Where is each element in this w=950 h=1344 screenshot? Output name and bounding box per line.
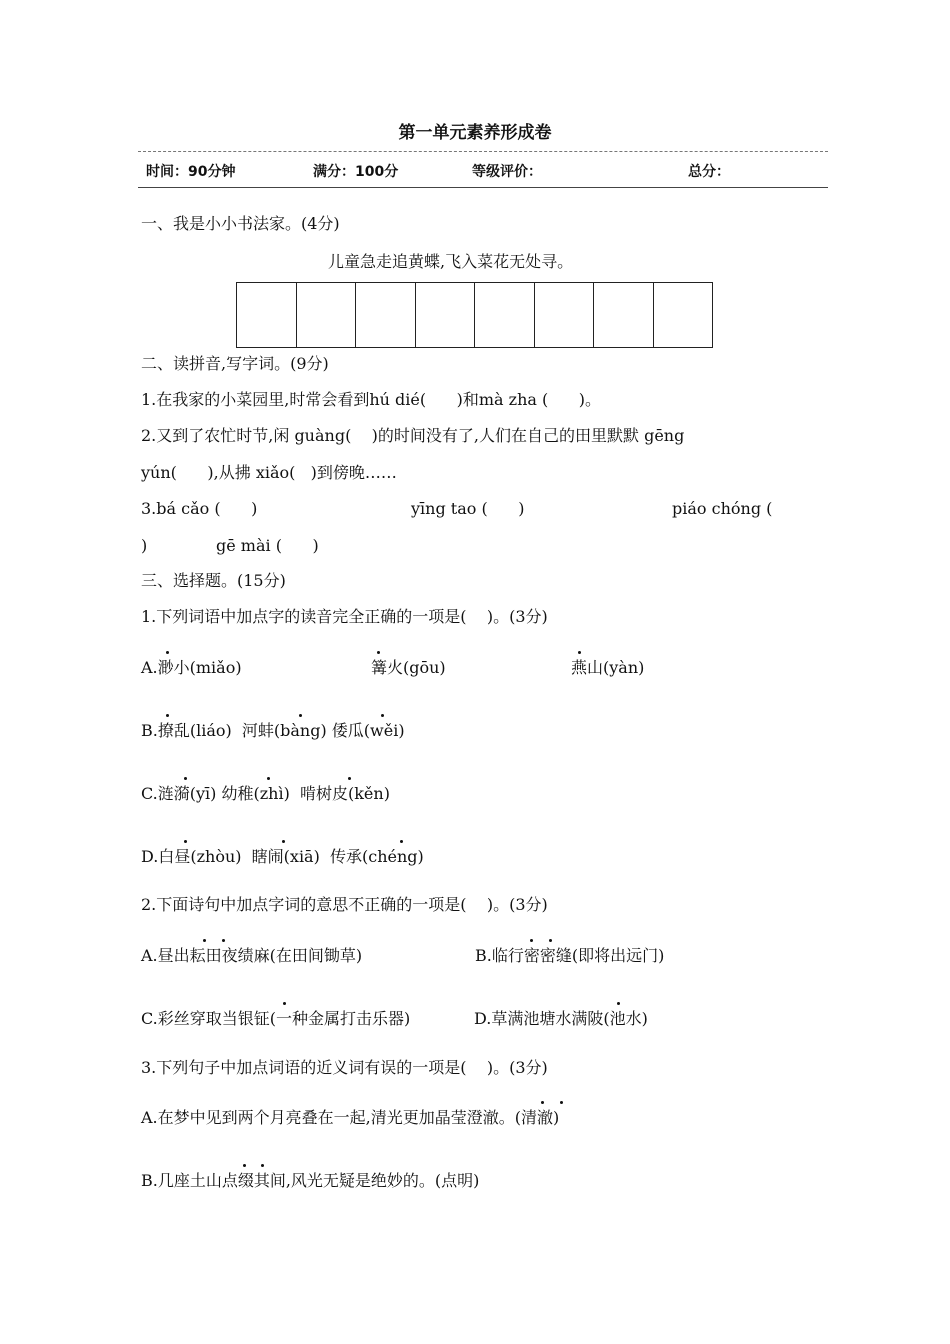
pinyin-q1: 1.在我家的小菜园里,时常会看到hú dié( )和mà zha ( )。: [141, 390, 602, 409]
emphasis-dot: [560, 1101, 563, 1104]
emphasis-dot: [541, 1101, 544, 1104]
pinyin-q3-item2: yīng tao ( ): [411, 499, 525, 518]
choice-q2-option-c: C.彩丝穿取当银钲(一种金属打击乐器): [141, 1009, 411, 1028]
grid-cell[interactable]: [416, 283, 476, 347]
section2-heading: 二、读拼音,写字词。(9分): [141, 354, 329, 373]
header-divider: [138, 187, 828, 188]
grid-cell[interactable]: [237, 283, 297, 347]
emphasis-dot: [166, 651, 169, 654]
section1-heading: 一、我是小小书法家。(4分): [141, 214, 340, 233]
pinyin-q2-line2: yún( ),从拂 xiǎo( )到傍晚……: [141, 463, 397, 482]
total-label: 总分：: [688, 164, 730, 180]
choice-q3-stem: 3.下列句子中加点词语的近义词有误的一项是( )。(3分): [141, 1058, 548, 1077]
pinyin-q3-item3-close: ): [141, 536, 148, 555]
emphasis-dot: [261, 1164, 264, 1167]
grid-cell[interactable]: [594, 283, 654, 347]
calligraphy-grid: [236, 282, 713, 348]
grid-cell[interactable]: [297, 283, 357, 347]
emphasis-dot: [617, 1002, 620, 1005]
choice-q1-option-a2: 篝火(gōu): [371, 658, 446, 677]
full-score-label: 满分：100分: [313, 164, 399, 180]
choice-q1-stem: 1.下列词语中加点字的读音完全正确的一项是( )。(3分): [141, 607, 548, 626]
emphasis-dot: [166, 714, 169, 717]
dashed-divider: [138, 151, 828, 152]
emphasis-dot: [184, 777, 187, 780]
choice-q3-option-b: B.几座土山点缀其间,风光无疑是绝妙的。(点明): [141, 1171, 480, 1190]
emphasis-dot: [184, 840, 187, 843]
grid-cell[interactable]: [654, 283, 713, 347]
emphasis-dot: [549, 939, 552, 942]
grid-cell[interactable]: [475, 283, 535, 347]
choice-q1-option-d: D.白昼(zhòu) 瞎闹(xiā) 传承(chéng): [141, 847, 424, 866]
emphasis-dot: [283, 1002, 286, 1005]
pinyin-q3-item3: piáo chóng (: [672, 499, 773, 518]
emphasis-dot: [381, 714, 384, 717]
choice-q2-stem: 2.下面诗句中加点字词的意思不正确的一项是( )。(3分): [141, 895, 548, 914]
pinyin-q3-item4: gē mài ( ): [216, 536, 319, 555]
choice-q2-option-b: B.临行密密缝(即将出远门): [475, 946, 665, 965]
choice-q2-option-a: A.昼出耘田夜绩麻(在田间锄草): [141, 946, 363, 965]
emphasis-dot: [282, 840, 285, 843]
emphasis-dot: [299, 714, 302, 717]
choice-q2-option-d: D.草满池塘水满陂(池水): [474, 1009, 648, 1028]
emphasis-dot: [377, 651, 380, 654]
time-label: 时间：90分钟: [146, 164, 236, 180]
emphasis-dot: [222, 939, 225, 942]
grid-cell[interactable]: [356, 283, 416, 347]
choice-q1-option-a1: A.渺小(miǎo): [141, 658, 242, 677]
choice-q3-option-a: A.在梦中见到两个月亮叠在一起,清光更加晶莹澄澈。(清澈): [141, 1108, 560, 1127]
emphasis-dot: [578, 651, 581, 654]
emphasis-dot: [400, 840, 403, 843]
grade-label: 等级评价：: [472, 164, 542, 180]
pinyin-q2-line1: 2.又到了农忙时节,闲 guàng( )的时间没有了,人们在自己的田里默默 gēng: [141, 426, 685, 445]
pinyin-q3-item1: 3.bá cǎo ( ): [141, 499, 258, 518]
section3-heading: 三、选择题。(15分): [141, 571, 286, 590]
emphasis-dot: [530, 939, 533, 942]
choice-q1-option-c: C.涟漪(yī) 幼稚(zhì) 啃树皮(kěn): [141, 784, 390, 803]
emphasis-dot: [203, 939, 206, 942]
emphasis-dot: [348, 777, 351, 780]
poem-line: 儿童急走追黄蝶,飞入菜花无处寻。: [328, 252, 574, 271]
exam-title: 第一单元素养形成卷: [398, 123, 552, 143]
grid-cell[interactable]: [535, 283, 595, 347]
choice-q1-option-a3: 燕山(yàn): [571, 658, 645, 677]
emphasis-dot: [267, 777, 270, 780]
choice-q1-option-b: B.撩乱(liáo) 河蚌(bàng) 倭瓜(wěi): [141, 721, 405, 740]
emphasis-dot: [243, 1164, 246, 1167]
